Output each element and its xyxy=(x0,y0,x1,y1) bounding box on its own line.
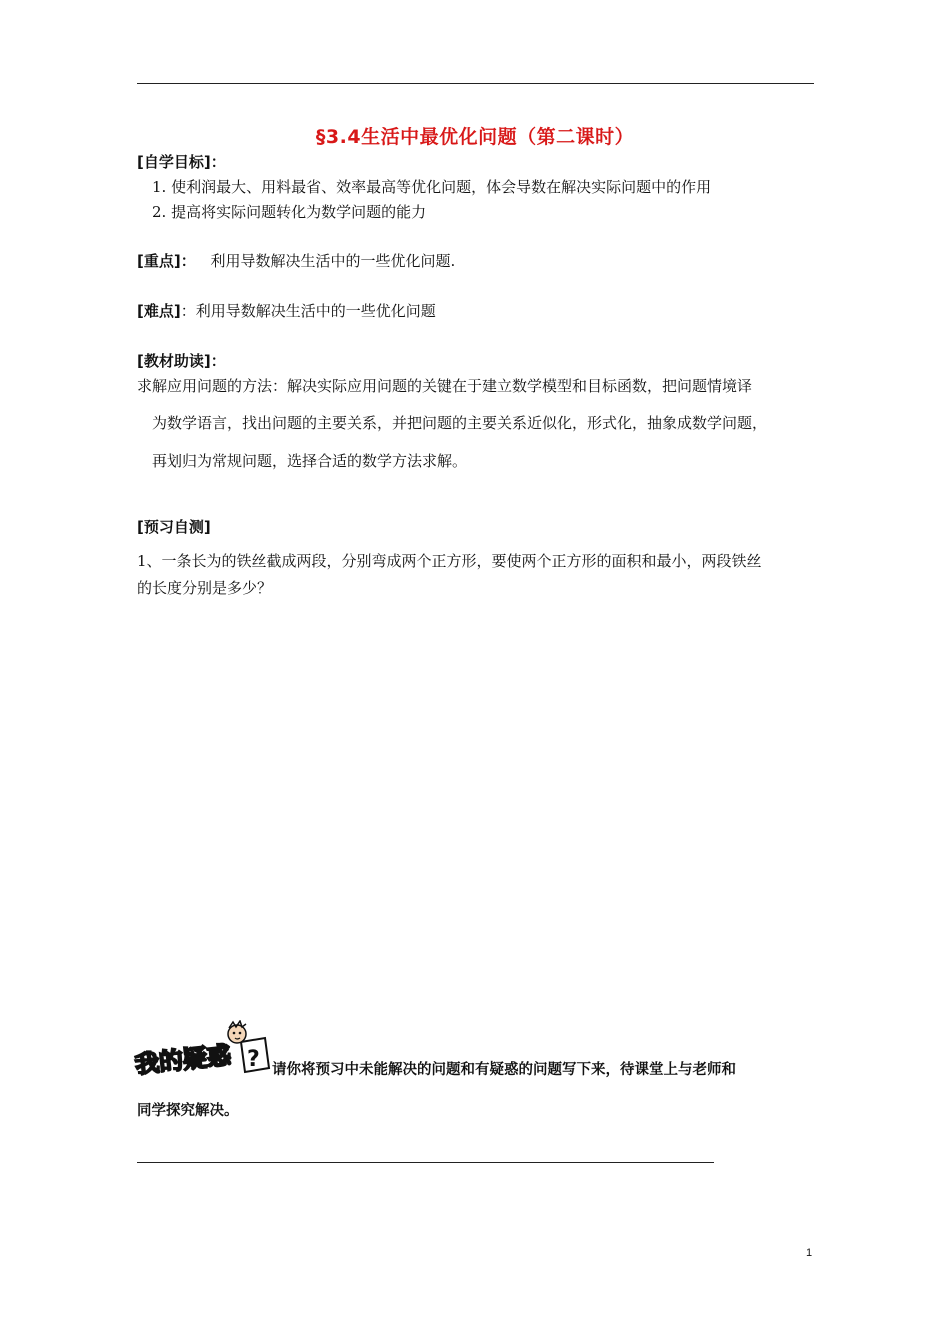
goal-item: 1. 使利润最大、用料最省、效率最高等优化问题，体会导数在解决实际问题中的作用 xyxy=(152,178,712,196)
doubt-instruction: 请你将预习中未能解决的问题和有疑惑的问题写下来，待课堂上与老师和 xyxy=(272,1062,736,1078)
question-mark-card xyxy=(241,1038,269,1072)
goals-label: [自学目标]： xyxy=(137,153,226,171)
reading-line: 再划归为常规问题，选择合适的数学方法求解。 xyxy=(152,452,468,470)
difficulty xyxy=(137,301,436,321)
difficulty-label: [难点] xyxy=(137,302,181,320)
page-number: 1 xyxy=(806,1247,813,1259)
header-rule xyxy=(137,83,814,84)
answer-line xyxy=(137,1162,714,1163)
svg-text:?: ? xyxy=(247,1047,260,1072)
reading-line: 求解应用问题的方法：解决实际应用问题的关键在于建立数学模型和目标函数，把问题情境译 xyxy=(137,377,753,395)
key-point-label: [重点]： xyxy=(137,252,196,270)
difficulty-text: ：利用导数解决生活中的一些优化问题 xyxy=(180,302,436,320)
doubt-logo-text: 我的疑惑 xyxy=(133,1041,233,1079)
key-point-text: 利用导数解决生活中的一些优化问题. xyxy=(210,252,456,270)
doubt-cartoon-logo xyxy=(133,1020,273,1080)
doubt-instruction-cont: 同学探究解决。 xyxy=(137,1103,239,1119)
reading-line: 为数学语言，找出问题的主要关系，并把问题的主要关系近似化，形式化，抽象成数学问题， xyxy=(152,414,768,432)
goal-item: 2. 提高将实际问题转化为数学问题的能力 xyxy=(152,203,427,221)
preview-question-line: 的长度分别是多少？ xyxy=(137,579,273,597)
reading-label: [教材助读]： xyxy=(137,352,226,370)
page-title: §3.4生活中最优化问题（第二课时） xyxy=(315,126,635,148)
preview-question-line: 1、一条长为的铁丝截成两段，分别弯成两个正方形，要使两个正方形的面积和最小，两段铁丝 xyxy=(137,552,762,570)
preview-label: [预习自测] xyxy=(137,518,211,536)
key-point xyxy=(137,251,455,271)
cartoon-head xyxy=(228,1021,246,1043)
